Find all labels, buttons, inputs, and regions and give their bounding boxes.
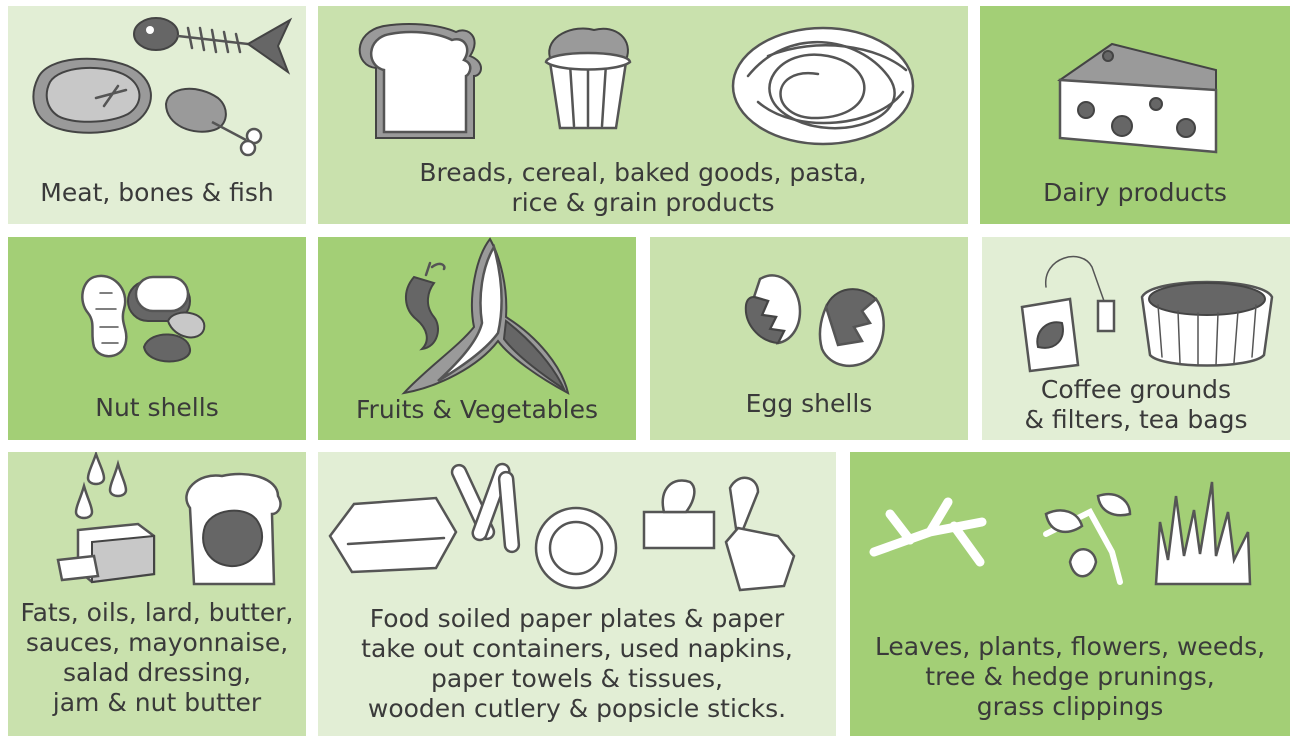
- nuts-illustration: [8, 237, 306, 387]
- category-fruits: [318, 237, 636, 440]
- oil-drops-icon: [76, 454, 126, 518]
- popsicle-sticks-icon: [450, 462, 520, 552]
- yard-illustration: [850, 452, 1290, 602]
- category-eggs: [650, 237, 968, 440]
- paper-illustration: [318, 452, 836, 597]
- eggs-label: Egg shells: [745, 389, 873, 418]
- butter-icon: [58, 524, 154, 582]
- nuts-label: Nut shells: [95, 393, 219, 422]
- takeout-container-icon: [330, 498, 456, 572]
- paper-towel-icon: [726, 478, 794, 590]
- tissue-box-icon: [644, 480, 714, 548]
- grass-icon: [1156, 482, 1250, 584]
- category-paper: [318, 452, 836, 736]
- fats-label: Fats, oils, lard, butter, sauces, mayonnaise, salad dressing, jam & nut butter: [20, 598, 294, 717]
- leaves-icon: [1046, 494, 1130, 582]
- category-meat: [8, 6, 306, 224]
- eggs-illustration: [650, 237, 968, 397]
- coffee-label: Coffee grounds & filters, tea bags: [1024, 375, 1248, 434]
- coffee-filter-icon: [1142, 282, 1272, 366]
- category-fats: [8, 452, 306, 736]
- fruits-illustration: [318, 237, 636, 397]
- category-yard: [850, 452, 1290, 736]
- egg-shell-icon: [746, 275, 884, 365]
- tea-bag-icon: [1022, 257, 1114, 371]
- fish-bone-icon: [134, 18, 290, 72]
- coffee-illustration: [982, 237, 1290, 377]
- dairy-label: Dairy products: [1043, 178, 1227, 207]
- cupcake-icon: [546, 28, 630, 128]
- steak-icon: [33, 59, 151, 133]
- category-dairy: [980, 6, 1290, 224]
- breads-illustration: [318, 6, 968, 156]
- fats-illustration: [8, 452, 306, 592]
- branch-icon: [874, 502, 982, 562]
- jam-toast-icon: [186, 474, 280, 584]
- yard-label: Leaves, plants, flowers, weeds, tree & hedge prunings, grass clippings: [874, 632, 1266, 721]
- paper-label: Food soiled paper plates & paper take out containers, used napkins, paper towels & tissues, wooden cutlery & popsicle sticks.: [361, 604, 793, 723]
- breads-label: Breads, cereal, baked goods, pasta, rice & grain products: [419, 158, 867, 217]
- category-breads: [318, 6, 968, 224]
- chicken-leg-icon: [166, 89, 261, 155]
- category-nuts: [8, 237, 306, 440]
- fruits-label: Fruits & Vegetables: [356, 395, 598, 424]
- apple-core-icon: [406, 263, 444, 349]
- category-coffee: [982, 237, 1290, 440]
- meat-label: Meat, bones & fish: [40, 178, 274, 207]
- dairy-illustration: [980, 6, 1290, 176]
- meat-illustration: [8, 6, 306, 176]
- cheese-icon: [1060, 44, 1216, 152]
- paper-plate-icon: [536, 508, 616, 588]
- peanut-shell-icon: [82, 276, 204, 362]
- bread-slice-icon: [360, 24, 481, 138]
- pasta-icon: [733, 28, 913, 144]
